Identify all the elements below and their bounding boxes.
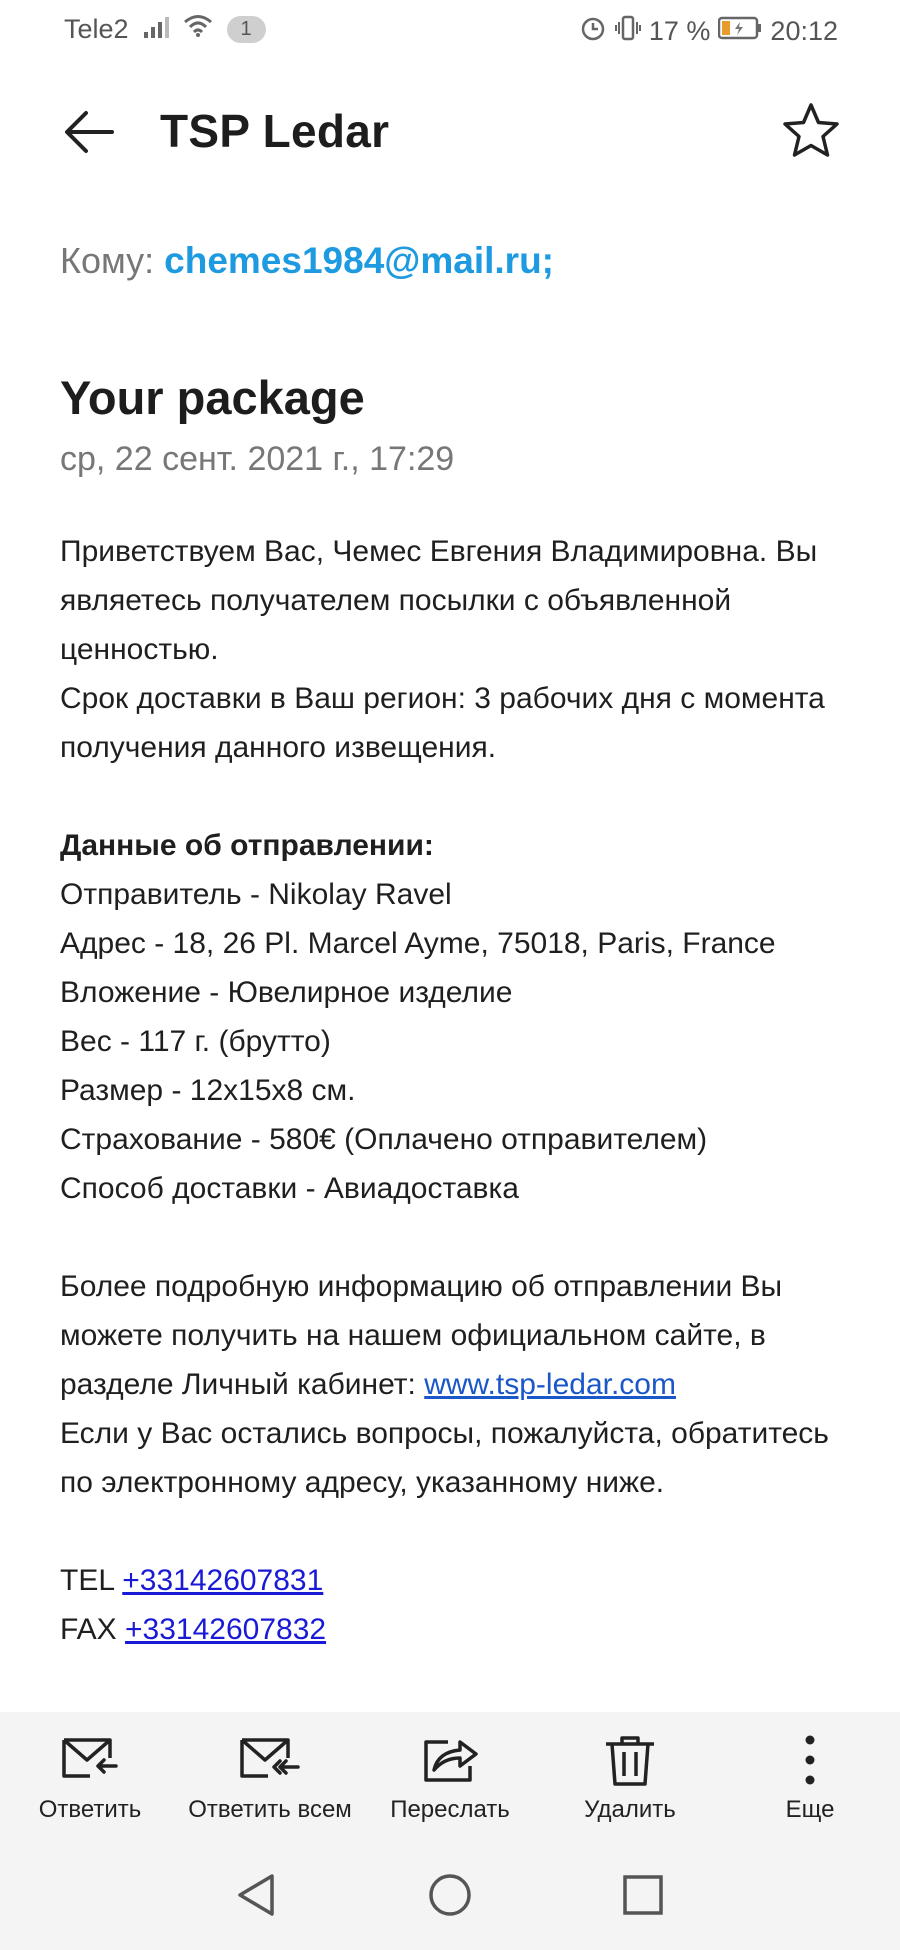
- more-button[interactable]: [760, 1734, 860, 1824]
- reply-all-button[interactable]: [180, 1734, 360, 1824]
- wifi-icon: [183, 14, 213, 45]
- shipment-delivery-method: Способ доставки - Авиадоставка: [60, 1172, 519, 1205]
- battery-icon: [718, 16, 762, 47]
- tel-line: [60, 1556, 860, 1605]
- email-date: ср, 22 сент. 2021 г., 17:29: [60, 440, 455, 478]
- square-recents-icon: [618, 1870, 668, 1920]
- nav-back-button[interactable]: [232, 1870, 282, 1920]
- signal-icon: [143, 14, 169, 45]
- reply-label: Ответить: [38, 1796, 142, 1823]
- more-info-paragraph: [60, 1262, 860, 1409]
- fax-label: FAX: [60, 1613, 126, 1646]
- delete-button[interactable]: [570, 1734, 690, 1824]
- action-toolbar: [0, 1712, 900, 1842]
- status-bar: [0, 0, 900, 62]
- recipient-label: Кому:: [60, 240, 165, 281]
- recipient-line: [60, 240, 554, 282]
- alarm-icon: [579, 14, 607, 49]
- favorite-button[interactable]: [780, 100, 842, 162]
- vibrate-icon: [615, 14, 641, 49]
- carrier-name: Tele2: [64, 14, 129, 44]
- questions-paragraph: Если у Вас остались вопросы, пожалуйста, обратитесь по электронному адресу, указанному ниже.: [60, 1417, 829, 1499]
- delivery-term-paragraph: Срок доставки в Ваш регион: 3 рабочих дня с момента получения данного извещения.: [60, 682, 825, 764]
- battery-percent: 17 %: [648, 16, 711, 46]
- tel-link[interactable]: +33142607831: [122, 1564, 324, 1597]
- clock-time: 20:12: [770, 16, 838, 46]
- star-icon: [780, 100, 842, 162]
- trash-icon: [602, 1734, 658, 1786]
- triangle-back-icon: [232, 1870, 282, 1920]
- shipment-heading: Данные об отправлении:: [60, 829, 434, 862]
- recipient-address[interactable]: chemes1984@mail.ru;: [164, 240, 554, 281]
- back-arrow-icon: [60, 102, 120, 162]
- app-header: [0, 82, 900, 182]
- greeting-paragraph: Приветствуем Вас, Чемес Евгения Владимировна. Вы являетесь получателем посылки с объявленной ценностью.: [60, 535, 818, 666]
- shipment-insurance: Страхование - 580€ (Оплачено отправителем): [60, 1123, 708, 1156]
- reply-all-icon: [238, 1734, 302, 1786]
- shipment-contents: Вложение - Ювелирное изделие: [60, 976, 513, 1009]
- email-body: [60, 527, 860, 1654]
- circle-home-icon: [425, 1870, 475, 1920]
- tel-label: TEL: [60, 1564, 123, 1597]
- nav-home-button[interactable]: [425, 1870, 475, 1920]
- reply-icon: [60, 1734, 120, 1786]
- nav-recents-button[interactable]: [618, 1870, 668, 1920]
- reply-button[interactable]: [30, 1734, 150, 1824]
- email-subject: Your package: [60, 371, 365, 424]
- forward-icon: [420, 1734, 480, 1786]
- shipment-address: Адрес - 18, 26 Pl. Marcel Ayme, 75018, Paris, France: [60, 927, 776, 960]
- sender-title: TSP Ledar: [160, 105, 390, 157]
- more-vertical-icon: [800, 1734, 820, 1786]
- reply-all-label: Ответить всем: [188, 1796, 352, 1823]
- more-label: Еще: [785, 1796, 835, 1823]
- notification-count-badge: 1: [227, 16, 266, 43]
- site-link[interactable]: www.tsp-ledar.com: [424, 1368, 676, 1401]
- shipment-weight: Вес - 117 г. (брутто): [60, 1025, 331, 1058]
- fax-link[interactable]: +33142607832: [125, 1613, 327, 1646]
- forward-label: Переслать: [390, 1796, 510, 1823]
- back-button[interactable]: [60, 102, 120, 162]
- system-nav-bar: [0, 1842, 900, 1950]
- fax-line: [60, 1605, 860, 1654]
- shipment-sender: Отправитель - Nikolay Ravel: [60, 878, 452, 911]
- shipment-size: Размер - 12x15x8 см.: [60, 1074, 356, 1107]
- more-info-text: Более подробную информацию об отправлении Вы можете получить на нашем официальном сайте, в разделе Личный кабинет:: [60, 1270, 783, 1401]
- delete-label: Удалить: [584, 1796, 676, 1823]
- forward-button[interactable]: [385, 1734, 515, 1824]
